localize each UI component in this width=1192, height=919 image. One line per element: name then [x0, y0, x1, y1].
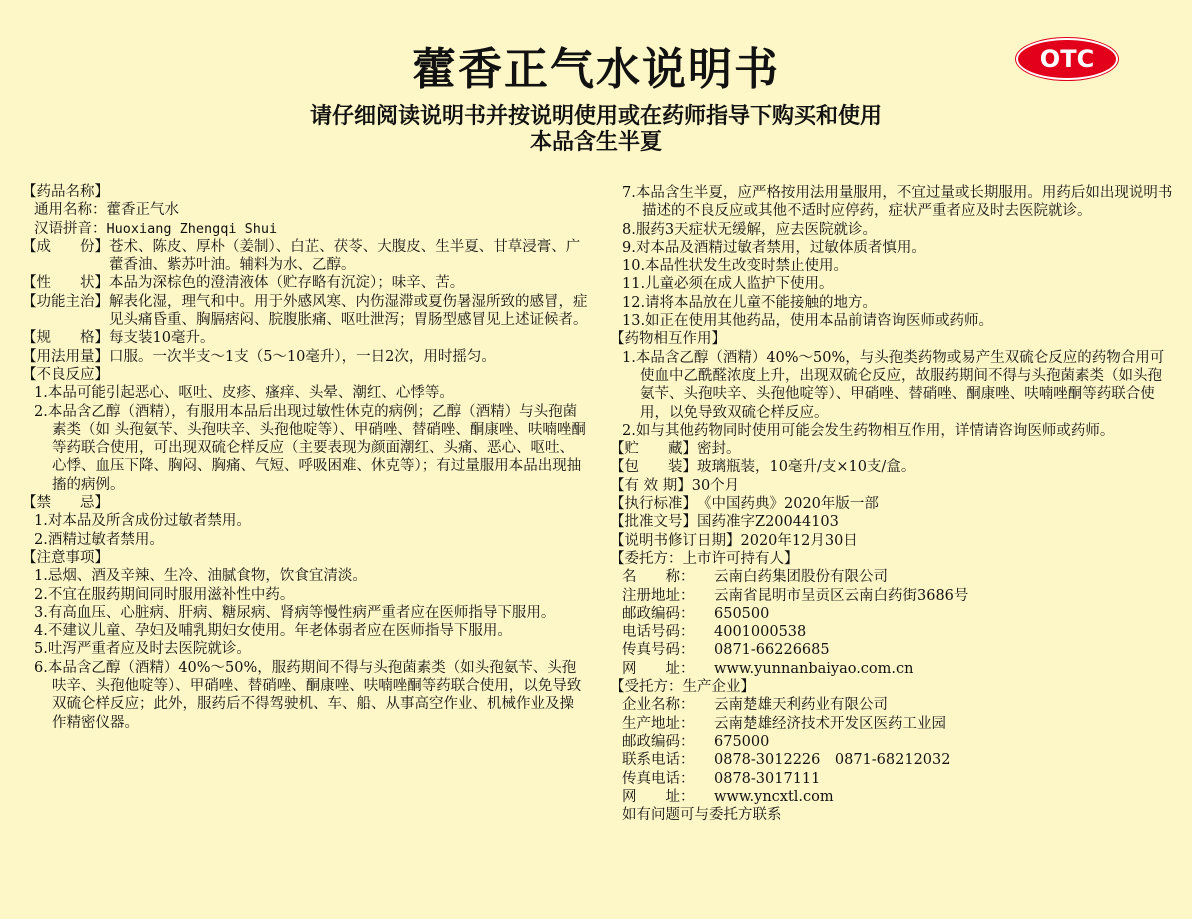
usage-label: 【用法用量】: [22, 348, 109, 365]
list-item: 3.有高血压、心脏病、肝病、糖尿病、肾病等慢性病严重者应在医师指导下服用。: [34, 604, 556, 621]
maker-row: [610, 733, 1176, 751]
list-item: 1.对本品及所含成份过敏者禁用。: [34, 513, 251, 530]
interaction-heading: 【药物相互作用】: [610, 331, 726, 348]
revision-row: [610, 532, 1176, 550]
approval-row: [610, 513, 1176, 531]
list-item: 2.如与其他药物同时使用可能会发生药物相互作用，详情请咨询医师或药师。: [622, 422, 1115, 439]
client-value: 650500: [714, 605, 770, 622]
standard-label: 【执行标准】: [610, 496, 697, 513]
client-row: [610, 623, 1176, 641]
standard-value: 《中国药典》2020年版一部: [697, 496, 879, 513]
maker-value: 0878-3017111: [714, 770, 821, 787]
storage-label: 【贮 藏】: [610, 441, 697, 458]
client-row: [610, 605, 1176, 623]
character-value: 本品为深棕色的澄清液体（贮存略有沉淀）；味辛、苦。: [109, 275, 465, 292]
page-title: 藿香正气水说明书: [412, 44, 780, 95]
list-item: 4.不建议儿童、孕妇及哺乳期妇女使用。年老体弱者应在医师指导下服用。: [34, 623, 512, 640]
ingredients-value: 苍术、陈皮、厚朴（姜制）、白芷、茯苓、大腹皮、生半夏、甘草浸膏、广藿香油、紫苏叶油。辅料为水、乙醇。: [109, 238, 581, 274]
client-row: [610, 660, 1176, 678]
client-row: [610, 641, 1176, 659]
footer-note: 如有问题可与委托方联系: [622, 807, 782, 824]
storage-value: 密封。: [697, 441, 741, 458]
package-label: 【包 装】: [610, 459, 697, 476]
client-label: 邮政编码：: [622, 605, 695, 622]
approval-label: 【批准文号】: [610, 514, 697, 531]
spec-label: 【规 格】: [22, 330, 109, 347]
maker-label: 生产地址：: [622, 715, 695, 732]
storage-row: [610, 440, 1176, 458]
contraindication-heading: 【禁 忌】: [22, 495, 109, 512]
warning-subtitle: 本品含生半夏: [529, 130, 662, 155]
client-label: 电话号码：: [622, 624, 695, 641]
usage-value: 口服。一次半支～1支（5～10毫升），一日2次，用时摇匀。: [109, 348, 496, 365]
adverse-heading: 【不良反应】: [22, 366, 109, 383]
client-value: 4001000538: [714, 624, 807, 641]
pinyin-value: Huoxiang Zhengqi Shui: [106, 220, 278, 237]
approval-value: 国药准字Z20044103: [697, 514, 839, 531]
list-item: 2.不宜在服药期间同时服用滋补性中药。: [34, 586, 295, 603]
list-item: 7.本品含生半夏，应严格按用法用量服用，不宜过量或长期服用。用药后如出现说明书描述的不良反应或其他不适时应停药，症状严重者应及时去医院就诊。: [622, 185, 1173, 220]
character-row: [22, 274, 588, 292]
left-column: [22, 183, 588, 732]
function-row: [22, 293, 588, 330]
validity-label: 【有 效 期】: [610, 477, 692, 494]
function-value: 解表化湿，理气和中。用于外感风寒、内伤湿滞或夏伤暑湿所致的感冒，症见头痛昏重、胸膈痞闷、脘腹胀痛、呕吐泄泻；胃肠型感冒见上述证候者。: [109, 293, 588, 329]
list-item: 6.本品含乙醇（酒精）40%～50%，服药期间不得与头孢菌素类（如头孢氨苄、头孢呋辛、头孢他啶等）、甲硝唑、替硝唑、酮康唑、呋喃唑酮等药联合使用，以免导致双硫仑样反应；此外，服药后不得驾驶机、车、船、从事高空作业、机械作业及操作精密仪器。: [34, 659, 582, 731]
otc-badge: OTC: [1016, 38, 1118, 80]
list-item: 8.服药3天症状无缓解，应去医院就诊。: [622, 221, 878, 238]
client-label: 注册地址：: [622, 587, 695, 604]
validity-value: 30个月: [691, 477, 740, 494]
section-name-heading: 【药品名称】: [22, 184, 109, 200]
revision-label: 【说明书修订日期】: [610, 532, 741, 549]
standard-row: [610, 495, 1176, 513]
maker-label: 联系电话：: [622, 752, 695, 769]
maker-label: 企业名称：: [622, 697, 695, 714]
maker-label: 网 址：: [622, 788, 695, 805]
right-column: [610, 184, 1176, 824]
client-website: www.yunnanbaiyao.com.cn: [714, 660, 914, 677]
function-label: 【功能主治】: [22, 293, 109, 310]
header: [0, 0, 1192, 170]
ingredients-label: 【成 份】: [22, 238, 109, 255]
list-item: 13.如正在使用其他药品，使用本品前请咨询医师或药师。: [622, 313, 994, 330]
list-item: 1.本品可能引起恶心、呕吐、皮疹、瘙痒、头晕、潮红、心悸等。: [34, 385, 454, 402]
client-value: 云南省昆明市呈贡区云南白药街3686号: [714, 587, 969, 604]
maker-value: 云南楚雄天利药业有限公司: [714, 697, 888, 714]
list-item: 2.本品含乙醇（酒精），有服用本品后出现过敏性休克的病例；乙醇（酒精）与头孢菌素类（如 头孢氨苄、头孢呋辛、头孢他啶等）、甲硝唑、替硝唑、酮康唑、呋喃唑酮等药联合使用，可出现双硫仑样反应（主要表现为颜面潮红、头痛、恶心、呕吐、心悸、血压下降、胸闷、胸痛、气短、呼吸困难、休克等）；有过量服用本品出现抽搐的病例。: [34, 403, 586, 493]
client-value: 0871-66226685: [714, 642, 830, 659]
list-item: 1.忌烟、酒及辛辣、生冷、油腻食物，饮食宜清淡。: [34, 568, 367, 585]
package-value: 玻璃瓶装，10毫升/支×10支/盒。: [697, 459, 916, 476]
spec-row: [22, 329, 588, 347]
maker-heading: 【受托方：生产企业】: [610, 679, 755, 696]
maker-row: [610, 696, 1176, 714]
maker-label: 邮政编码：: [622, 733, 695, 750]
ingredients-row: [22, 238, 588, 275]
list-item: 2.酒精过敏者禁用。: [34, 531, 164, 548]
maker-label: 传真电话：: [622, 770, 695, 787]
maker-row: [610, 788, 1176, 806]
list-item: 9.对本品及酒精过敏者禁用，过敏体质者慎用。: [622, 239, 926, 256]
maker-value: 675000: [714, 733, 770, 750]
revision-value: 2020年12月30日: [740, 532, 858, 549]
list-item: 10.本品性状发生改变时禁止使用。: [622, 258, 849, 275]
caution-heading: 【注意事项】: [22, 549, 109, 566]
instruction-subtitle: 请仔细阅读说明书并按说明使用或在药师指导下购买和使用: [309, 104, 882, 129]
client-row: [610, 587, 1176, 605]
usage-row: [22, 348, 588, 366]
pinyin-row: [22, 220, 588, 238]
maker-row: [610, 751, 1176, 769]
character-label: 【性 状】: [22, 275, 109, 292]
maker-row: [610, 715, 1176, 733]
client-label: 网 址：: [622, 660, 695, 677]
generic-name-row: [22, 201, 588, 219]
maker-website: www.yncxtl.com: [714, 788, 834, 805]
client-heading: 【委托方：上市许可持有人】: [610, 550, 799, 567]
client-label: 传真号码：: [622, 642, 695, 659]
client-label: 名 称：: [622, 569, 695, 586]
list-item: 11.儿童必须在成人监护下使用。: [622, 276, 834, 293]
generic-name-label: 通用名称：: [34, 202, 107, 219]
validity-row: [610, 477, 1176, 495]
list-item: 1.本品含乙醇（酒精）40%～50%，与头孢类药物或易产生双硫仑反应的药物合用可使血中乙酰醛浓度上升，出现双硫仑反应，故服药期间不得与头孢菌素类（如头孢氨苄、头孢呋辛、头孢他啶等）、甲硝唑、替硝唑、酮康唑、呋喃唑酮等药联合使用，以免导致双硫仑样反应。: [622, 349, 1165, 421]
generic-name-value: 藿香正气水: [106, 202, 179, 219]
client-row: [610, 568, 1176, 586]
list-item: 5.吐泻严重者应及时去医院就诊。: [34, 641, 251, 658]
client-value: 云南白药集团股份有限公司: [714, 569, 888, 586]
maker-value: 云南楚雄经济技术开发区医药工业园: [714, 715, 946, 732]
list-item: 12.请将本品放在儿童不能接触的地方。: [622, 294, 878, 311]
maker-row: [610, 770, 1176, 788]
package-row: [610, 458, 1176, 476]
maker-value: 0878-3012226 0871-68212032: [714, 752, 951, 769]
spec-value: 每支装10毫升。: [109, 330, 215, 347]
pinyin-label: 汉语拼音：: [34, 220, 107, 237]
